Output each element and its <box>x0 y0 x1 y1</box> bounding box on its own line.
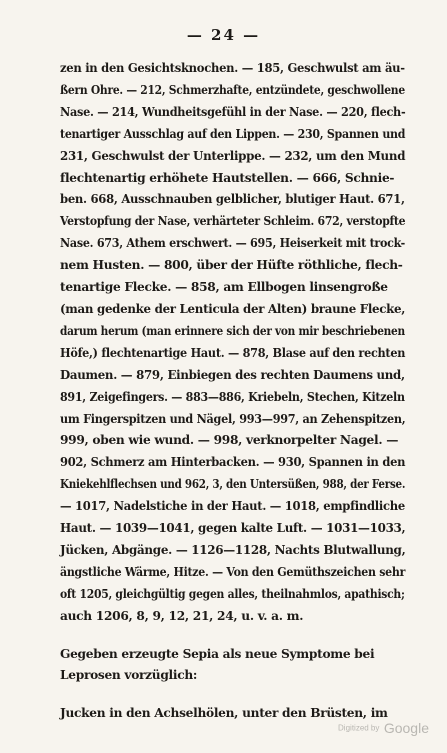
text-line: tenartiger Ausschlag auf den Lippen. — 230, Spannen und <box>60 126 406 141</box>
text-line: Gegeben erzeugte Sepia als neue Symptome bei <box>60 646 375 661</box>
text-line: Nase. — 214, Wundheitsgefühl in der Nase. — 220, flech- <box>60 104 406 119</box>
text-line: darum herum (man erinnere sich der von mir beschriebenen <box>60 323 405 338</box>
body-text <box>60 58 405 725</box>
digitized-by-google-watermark <box>338 719 429 737</box>
text-line: ßern Ohre. — 212, Schmerzhafte, entzündete, geschwollene <box>60 82 405 97</box>
text-line: Kniekehlflechsen und 962, 3, den Untersüßen, 988, der Ferse. <box>60 477 406 492</box>
text-line: Höfe,) flechtenartige Haut. — 878, Blase auf den rechten <box>60 345 406 360</box>
text-line: ben. 668, Ausschnauben gelblicher, blutiger Haut. 671, <box>60 192 405 207</box>
text-line: ängstliche Wärme, Hitze. — Von den Gemüthszeichen sehr <box>60 564 406 579</box>
text-line: — 1017, Nadelstiche in der Haut. — 1018, empfindliche <box>60 499 405 514</box>
text-line: Jucken in den Achselhölen, unter den Brüsten, im <box>60 706 388 721</box>
text-line: flechtenartig erhöhete Hautstellen. — 666, Schnie- <box>60 170 395 185</box>
text-line: auch 1206, 8, 9, 12, 21, 24, u. v. a. m. <box>60 608 304 623</box>
text-line: (man gedenke der Lenticula der Alten) braune Flecke, <box>60 301 406 316</box>
watermark-prefix: Digitized by <box>338 723 380 733</box>
paragraph-sepia-intro <box>60 644 405 688</box>
watermark-brand: Google <box>383 719 429 736</box>
text-line: um Fingerspitzen und Nägel, 993—997, an Zehenspitzen, <box>60 411 406 426</box>
text-line: 902, Schmerz am Hinterbacken. — 930, Spannen in den <box>60 455 406 470</box>
text-line: nem Husten. — 800, über der Hüfte röthliche, flech- <box>60 258 403 273</box>
text-line: Verstopfung der Nase, verhärteter Schleim. 672, verstopfte <box>60 214 406 229</box>
text-line: zen in den Gesichtsknochen. — 185, Geschwulst am äu- <box>60 61 405 75</box>
text-line: Leprosen vorzüglich: <box>60 668 198 683</box>
page-number: — 24 — <box>186 26 261 44</box>
text-line: Daumen. — 879, Einbiegen des rechten Daumens und, <box>60 367 405 382</box>
text-line: tenartige Flecke. — 858, am Ellbogen linsengroße <box>60 280 388 295</box>
text-line: Jücken, Abgänge. — 1126—1128, Nachts Blutwallung, <box>60 542 406 557</box>
text-line: Nase. 673, Athem erschwert. — 695, Heiserkeit mit trock- <box>60 236 406 251</box>
text-line: 891, Zeigefingers. — 883—886, Kriebeln, Stechen, Kitzeln <box>60 389 405 404</box>
paragraph-symptom-list <box>60 58 405 628</box>
text-line: 231, Geschwulst der Unterlippe. — 232, um den Mund <box>60 148 406 163</box>
text-line: 999, oben wie wund. — 998, verknorpelter Nagel. — <box>60 433 399 448</box>
text-line: Haut. — 1039—1041, gegen kalte Luft. — 1031—1033, <box>60 521 406 536</box>
text-line: oft 1205, gleichgültig gegen alles, theilnahmlos, apathisch; <box>60 586 405 601</box>
